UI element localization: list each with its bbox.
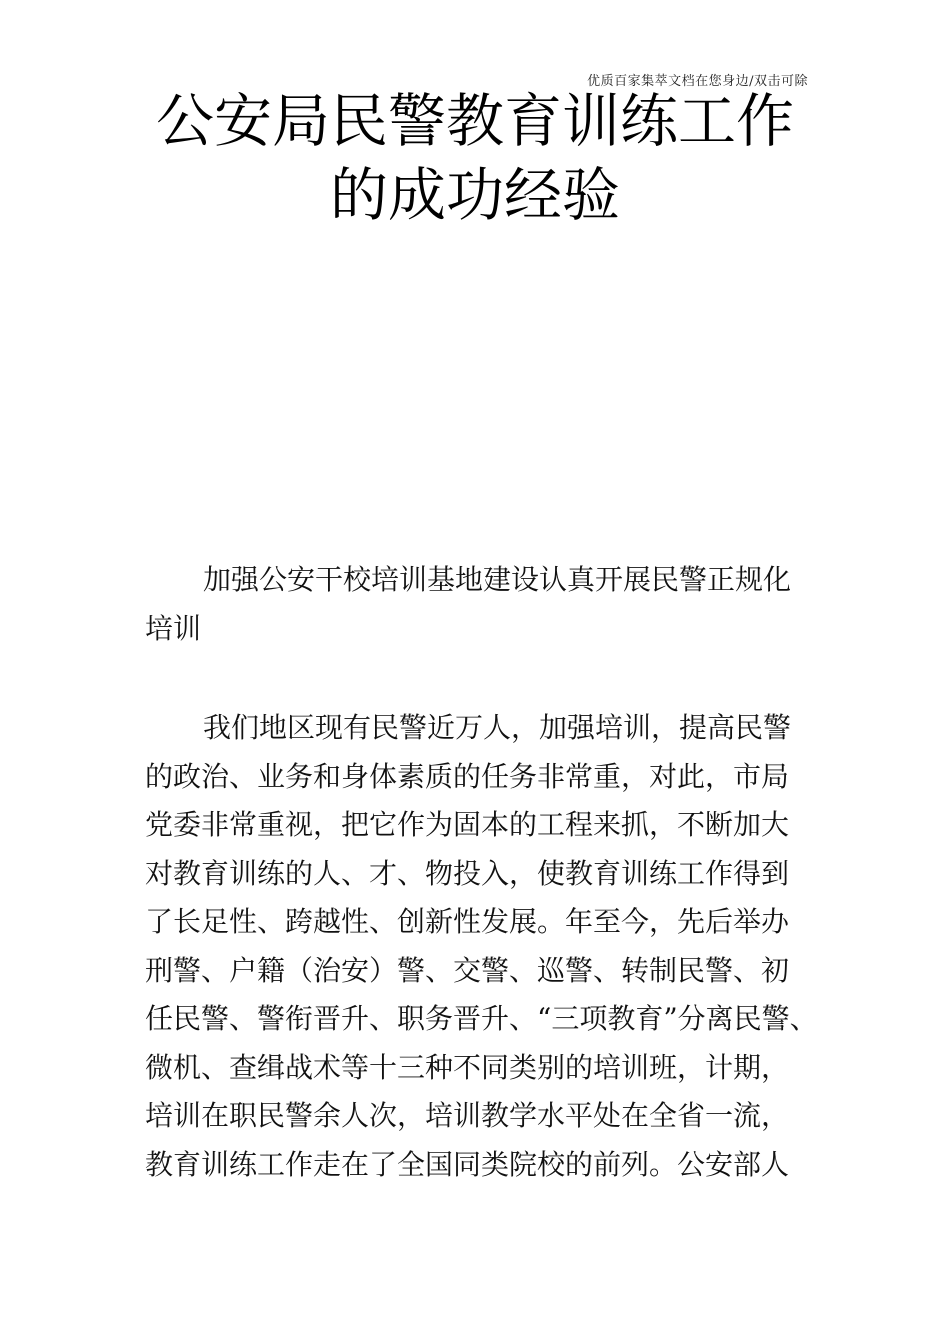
paragraph-line: 党委非常重视，把它作为固本的工程来抓，不断加大: [145, 808, 790, 841]
document-title: [120, 84, 830, 232]
paragraph-line: 的政治、业务和身体素质的任务非常重，对此，市局: [145, 759, 790, 793]
paragraph-line: 微机、查缉战术等十三种不同类别的培训班，计期，: [145, 1050, 790, 1084]
paragraph-line: 对教育训练的人、才、物投入，使教育训练工作得到: [145, 856, 790, 890]
section-heading-line: 加强公安干校培训基地建设认真开展民警正规化: [203, 563, 792, 596]
paragraph-line: 培训在职民警余人次，培训教学水平处在全省一流，: [145, 1099, 790, 1132]
body-paragraph: [145, 704, 818, 1189]
paragraph-line: 我们地区现有民警近万人，加强培训，提高民警: [203, 711, 792, 744]
paragraph-line: 了长足性、跨越性、创新性发展。年至今，先后举办: [145, 905, 790, 938]
title-line: 公安局民警教育训练工作: [155, 87, 794, 155]
title-line: 的成功经验: [329, 161, 620, 229]
section-heading: [145, 556, 810, 653]
header-note: 优质百家集萃文档在您身边/双击可除: [587, 74, 808, 89]
paragraph-line: 刑警、户籍（治安）警、交警、巡警、转制民警、初: [145, 953, 790, 987]
paragraph-line: 任民警、警衔晋升、职务晋升、“三项教育”分离民警、: [145, 1002, 818, 1035]
section-heading-line: 培训: [145, 611, 202, 645]
paragraph-line: 教育训练工作走在了全国同类院校的前列。公安部人: [145, 1147, 790, 1181]
